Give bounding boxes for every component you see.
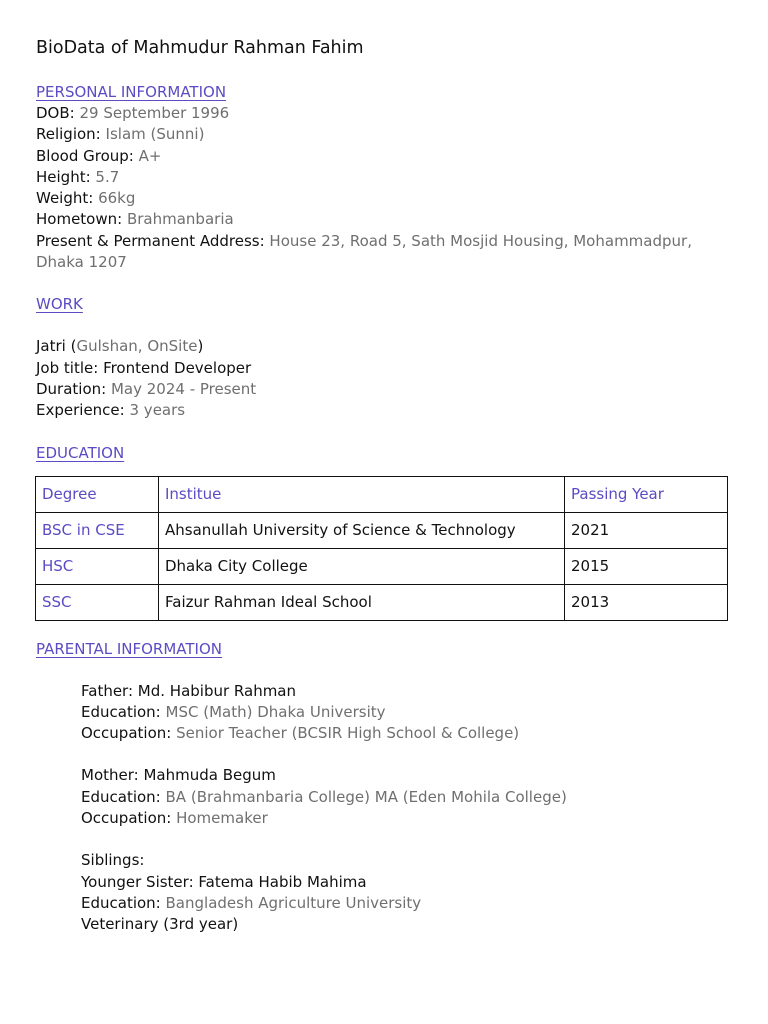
blood-group-label: Blood Group: — [36, 146, 134, 165]
father-education-label: Education: — [81, 702, 161, 721]
mother-education-label: Education: — [81, 787, 161, 806]
mother-occupation-label: Occupation: — [81, 809, 172, 828]
religion-value: Islam (Sunni) — [105, 125, 205, 144]
height-label: Height: — [36, 167, 91, 186]
company-row — [36, 336, 736, 357]
biodata-document — [36, 36, 736, 936]
year-cell: 2021 — [565, 512, 728, 548]
sister-education-row — [81, 893, 736, 914]
height-value: 5.7 — [95, 167, 120, 186]
degree-cell: HSC — [36, 548, 159, 584]
duration-value: May 2024 - Present — [110, 379, 257, 398]
dob-value: 29 September 1996 — [79, 104, 230, 122]
father-name: Father: Md. Habibur Rahman — [81, 681, 297, 700]
siblings-label: Siblings: — [81, 851, 145, 870]
year-cell: 2015 — [565, 548, 728, 584]
work-heading[interactable]: WORK — [36, 295, 83, 314]
degree-cell: BSC in CSE — [36, 512, 159, 548]
father-education-row — [81, 702, 736, 723]
table-row — [36, 584, 728, 620]
column-header-passing-year: Passing Year — [565, 476, 728, 512]
hometown-value: Brahmanbaria — [126, 210, 234, 229]
column-header-institute: Institue — [159, 476, 565, 512]
personal-information-heading[interactable]: PERSONAL INFORMATION — [36, 83, 227, 101]
address-row — [36, 231, 736, 274]
institute-cell: Ahsanullah University of Science & Technology — [159, 512, 565, 548]
work-section — [36, 294, 736, 421]
father-occupation-row — [81, 723, 736, 744]
experience-label: Experience: — [36, 401, 125, 420]
education-section — [36, 443, 736, 621]
parental-information-heading[interactable]: PARENTAL INFORMATION — [36, 639, 223, 658]
mother-education-row — [81, 787, 736, 808]
sister-education-label: Education: — [81, 893, 161, 912]
personal-section — [36, 82, 736, 273]
mother-education-value: BA (Brahmanbaria College) MA (Eden Mohila College) — [165, 787, 567, 806]
dob-label: DOB: — [36, 104, 75, 122]
height-row — [36, 167, 736, 188]
institute-cell: Faizur Rahman Ideal School — [159, 584, 565, 620]
location-open-paren: ( — [70, 337, 77, 356]
company-name: Jatri — [36, 337, 66, 356]
degree-cell: SSC — [36, 584, 159, 620]
hometown-label: Hometown: — [36, 210, 123, 229]
father-education-value: MSC (Math) Dhaka University — [165, 702, 386, 721]
dob-row — [36, 103, 736, 124]
weight-label: Weight: — [36, 189, 94, 208]
religion-row — [36, 124, 736, 145]
duration-label: Duration: — [36, 379, 107, 398]
experience-row — [36, 400, 736, 421]
page-title: BioData of Mahmudur Rahman Fahim — [36, 38, 364, 58]
education-table — [35, 476, 728, 621]
address-label: Present & Permanent Address: — [36, 231, 265, 250]
sister-name: Younger Sister: Fatema Habib Mahima — [81, 872, 367, 891]
hometown-row — [36, 209, 736, 230]
sister-study-detail: Veterinary (3rd year) — [81, 915, 239, 934]
address-value: House 23, Road 5, Sath Mosjid Housing, Mohammadpur, Dhaka 1207 — [36, 231, 692, 272]
job-title-value: Frontend Developer — [103, 358, 252, 377]
column-header-degree: Degree — [36, 476, 159, 512]
mother-occupation-row — [81, 808, 736, 829]
table-row — [36, 512, 728, 548]
job-title-row — [36, 358, 736, 379]
weight-row — [36, 188, 736, 209]
experience-value: 3 years — [129, 401, 186, 420]
father-occupation-value: Senior Teacher (BCSIR High School & College) — [176, 724, 520, 743]
year-cell: 2013 — [565, 584, 728, 620]
weight-value: 66kg — [98, 189, 136, 208]
blood-group-value: A+ — [138, 146, 162, 165]
table-row — [36, 548, 728, 584]
mother-name: Mother: Mahmuda Begum — [81, 766, 276, 785]
company-location: Gulshan, OnSite — [76, 337, 198, 356]
mother-occupation-value: Homemaker — [176, 809, 268, 828]
sister-education-value: Bangladesh Agriculture University — [165, 893, 422, 912]
job-title-label: Job title: — [36, 358, 99, 377]
duration-row — [36, 379, 736, 400]
religion-label: Religion: — [36, 125, 101, 144]
education-heading[interactable]: EDUCATION — [36, 443, 125, 462]
father-occupation-label: Occupation: — [81, 724, 172, 743]
parental-section — [36, 639, 736, 936]
location-close-paren: ) — [197, 337, 204, 356]
education-table-header — [36, 476, 728, 512]
institute-cell: Dhaka City College — [159, 548, 565, 584]
blood-group-row — [36, 146, 736, 167]
